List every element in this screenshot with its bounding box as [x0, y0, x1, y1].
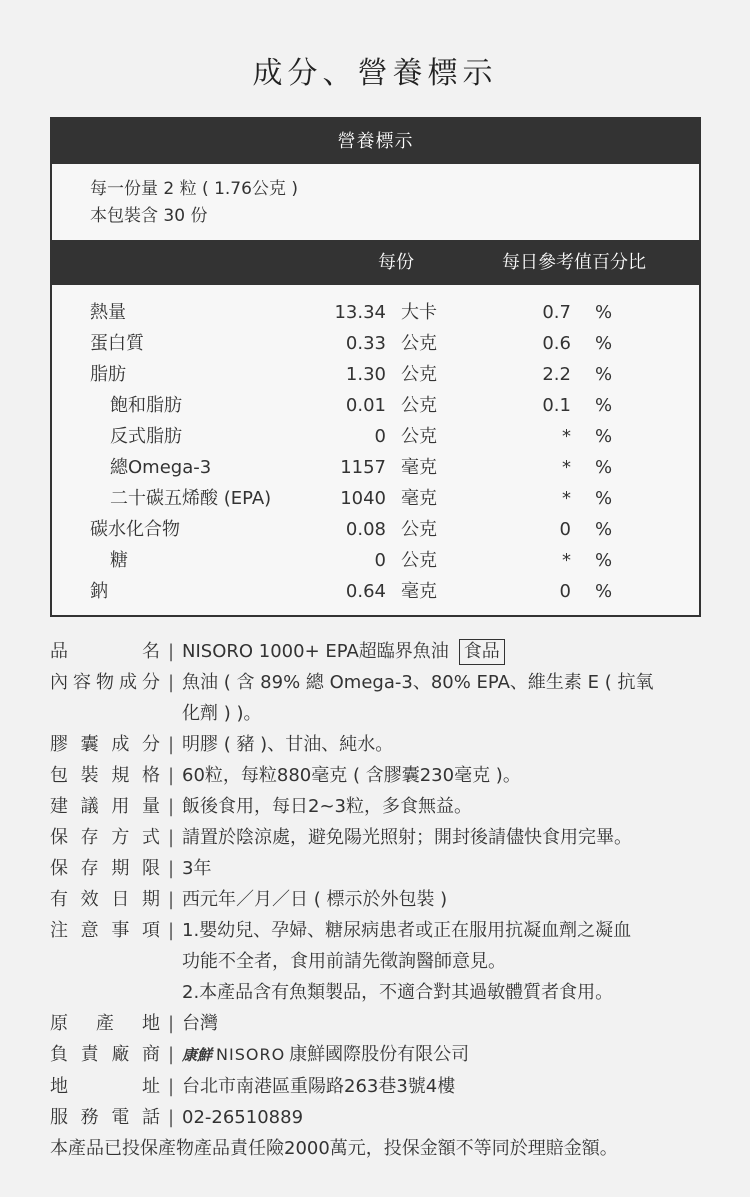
- nutrient-label: 飽和脂肪: [110, 395, 182, 416]
- nutrient-unit: 公克: [401, 395, 437, 416]
- nutrient-label: 碳水化合物: [90, 519, 180, 540]
- info-value: [182, 636, 710, 667]
- separator: |: [167, 1044, 175, 1065]
- maker-logo-script: 康鮮: [182, 1046, 213, 1064]
- info-label: 有 效 日 期: [50, 889, 160, 910]
- column-per-serving: 每份: [378, 252, 414, 273]
- nutrient-unit: 毫克: [401, 457, 437, 478]
- percent-sign: %: [595, 333, 613, 354]
- nutrient-row: [52, 483, 699, 514]
- info-label: 保 存 期 限: [50, 858, 160, 879]
- nutrient-row: [52, 297, 699, 328]
- nutrient-row: [52, 545, 699, 576]
- separator: |: [167, 796, 175, 817]
- info-value: 60粒，每粒880毫克 ( 含膠囊230毫克 )。: [182, 765, 521, 786]
- info-value: 明膠 ( 豬 )、甘油、純水。: [182, 734, 394, 755]
- maker-logo-word: NISORO: [216, 1045, 286, 1064]
- info-row-expiry: [50, 884, 710, 915]
- info-label: 保 存 方 式: [50, 827, 160, 848]
- info-row-spec: [50, 760, 710, 791]
- nutrient-percent: 0: [559, 581, 571, 602]
- separator: |: [167, 672, 175, 693]
- nutrient-unit: 大卡: [401, 302, 437, 323]
- nutrient-label: 脂肪: [90, 364, 126, 385]
- info-row-phone: [50, 1102, 710, 1133]
- page-title: 成分、營養標示: [252, 56, 498, 91]
- nutrient-row: [52, 359, 699, 390]
- info-row-usage: [50, 791, 710, 822]
- percent-sign: %: [595, 550, 613, 571]
- percent-sign: %: [595, 519, 613, 540]
- separator: |: [167, 734, 175, 755]
- info-value: 02-26510889: [182, 1107, 304, 1128]
- nutrient-value: 13.34: [334, 302, 386, 323]
- info-row-notes: [50, 915, 710, 1008]
- percent-sign: %: [595, 581, 613, 602]
- percent-sign: %: [595, 457, 613, 478]
- info-value: 西元年／月／日 ( 標示於外包裝 ): [182, 889, 448, 910]
- nutrient-value: 0: [374, 550, 386, 571]
- separator: |: [167, 1076, 175, 1097]
- info-row-origin: [50, 1008, 710, 1039]
- info-value: 台灣: [182, 1013, 218, 1034]
- separator: |: [167, 858, 175, 879]
- nutrient-label: 熱量: [90, 302, 126, 323]
- info-label: 品 名: [50, 641, 160, 662]
- percent-sign: %: [595, 426, 613, 447]
- percent-sign: %: [595, 395, 613, 416]
- nutrient-label: 反式脂肪: [110, 426, 182, 447]
- separator: |: [167, 641, 175, 662]
- maker-name: 康鮮國際股份有限公司: [289, 1044, 470, 1065]
- nutrient-value: 0.64: [345, 581, 386, 602]
- nutrient-unit: 公克: [401, 426, 437, 447]
- nutrient-value: 0.08: [345, 519, 386, 540]
- serving-size: 每一份量 2 粒 ( 1.76公克 ): [90, 179, 298, 199]
- nutrient-unit: 公克: [401, 364, 437, 385]
- nutrient-label: 總Omega-3: [110, 457, 212, 478]
- product-info: [50, 636, 710, 1164]
- separator: |: [167, 765, 175, 786]
- info-row-maker: [50, 1039, 710, 1071]
- info-value: [182, 1039, 710, 1071]
- nutrient-percent: 0.1: [542, 395, 571, 416]
- nutrient-value: 1157: [340, 457, 386, 478]
- info-row-product-name: [50, 636, 710, 667]
- separator: |: [167, 920, 175, 941]
- info-row-ingredients: [50, 667, 710, 729]
- info-value: 台北市南港區重陽路263巷3號4樓: [182, 1076, 456, 1097]
- nutrient-value: 0: [374, 426, 386, 447]
- food-badge: 食品: [459, 639, 505, 665]
- nutrient-percent: 0: [559, 519, 571, 540]
- info-row-shelf-life: [50, 853, 710, 884]
- info-value: 飯後食用，每日2~3粒，多食無益。: [182, 796, 472, 817]
- nutrient-value: 1.30: [345, 364, 386, 385]
- info-value: 請置於陰涼處，避免陽光照射；開封後請儘快食用完畢。: [182, 827, 632, 848]
- nutrient-percent: *: [562, 488, 571, 509]
- insurance-note: 本產品已投保產物產品責任險2000萬元，投保金額不等同於理賠金額。: [50, 1138, 618, 1159]
- info-value: 3年: [182, 858, 212, 879]
- nutrient-row: [52, 328, 699, 359]
- nutrient-unit: 毫克: [401, 581, 437, 602]
- nutrient-percent: 2.2: [542, 364, 571, 385]
- nutrient-row: [52, 421, 699, 452]
- nutrient-percent: 0.7: [542, 302, 571, 323]
- nutrition-table-header: 營養標示: [52, 119, 699, 164]
- nutrient-unit: 公克: [401, 550, 437, 571]
- nutrient-percent: 0.6: [542, 333, 571, 354]
- separator: |: [167, 1013, 175, 1034]
- nutrient-percent: *: [562, 457, 571, 478]
- nutrient-rows: [52, 285, 699, 607]
- info-row-capsule: [50, 729, 710, 760]
- serving-info: [52, 164, 699, 240]
- servings-per-package: 本包裝含 30 份: [90, 206, 208, 226]
- info-label: 原 產 地: [50, 1013, 160, 1034]
- separator: |: [167, 889, 175, 910]
- info-label: 地 址: [50, 1076, 160, 1097]
- nutrient-label: 二十碳五烯酸 (EPA): [110, 488, 272, 509]
- nutrient-value: 0.33: [345, 333, 386, 354]
- info-label: 內 容 物 成 分: [50, 672, 160, 693]
- nutrient-row: [52, 576, 699, 607]
- column-header-bar: [52, 240, 699, 285]
- nutrient-unit: 公克: [401, 519, 437, 540]
- nutrition-table: [50, 117, 701, 617]
- separator: |: [167, 1107, 175, 1128]
- info-label: 包 裝 規 格: [50, 765, 160, 786]
- nutrient-label: 鈉: [90, 581, 108, 602]
- info-label: 注 意 事 項: [50, 920, 160, 941]
- info-value: 魚油 ( 含 89% 總 Omega-3、80% EPA、維生素 E ( 抗氧 化劑 ) )。: [182, 672, 654, 724]
- nutrient-percent: *: [562, 550, 571, 571]
- nutrient-label: 糖: [110, 550, 128, 571]
- nutrient-unit: 毫克: [401, 488, 437, 509]
- nutrient-label: 蛋白質: [90, 333, 144, 354]
- info-label: 負 責 廠 商: [50, 1044, 160, 1065]
- percent-sign: %: [595, 364, 613, 385]
- percent-sign: %: [595, 488, 613, 509]
- info-label: 膠 囊 成 分: [50, 734, 160, 755]
- info-label: 建 議 用 量: [50, 796, 160, 817]
- info-row-address: [50, 1071, 710, 1102]
- product-name: NISORO 1000+ EPA超臨界魚油: [182, 641, 449, 662]
- nutrient-value: 0.01: [345, 395, 386, 416]
- separator: |: [167, 827, 175, 848]
- nutrient-row: [52, 452, 699, 483]
- column-daily-value: 每日參考值百分比: [502, 252, 646, 273]
- info-label: 服 務 電 話: [50, 1107, 160, 1128]
- nutrient-percent: *: [562, 426, 571, 447]
- info-value: 1.嬰幼兒、孕婦、糖尿病患者或正在服用抗凝血劑之凝血 功能不全者，食用前請先徵詢醫師意見。 2.本產品含有魚類製品，不適合對其過敏體質者食用。: [182, 920, 632, 1003]
- info-row-storage: [50, 822, 710, 853]
- nutrient-unit: 公克: [401, 333, 437, 354]
- percent-sign: %: [595, 302, 613, 323]
- nutrient-row: [52, 514, 699, 545]
- nutrient-row: [52, 390, 699, 421]
- nutrient-value: 1040: [340, 488, 386, 509]
